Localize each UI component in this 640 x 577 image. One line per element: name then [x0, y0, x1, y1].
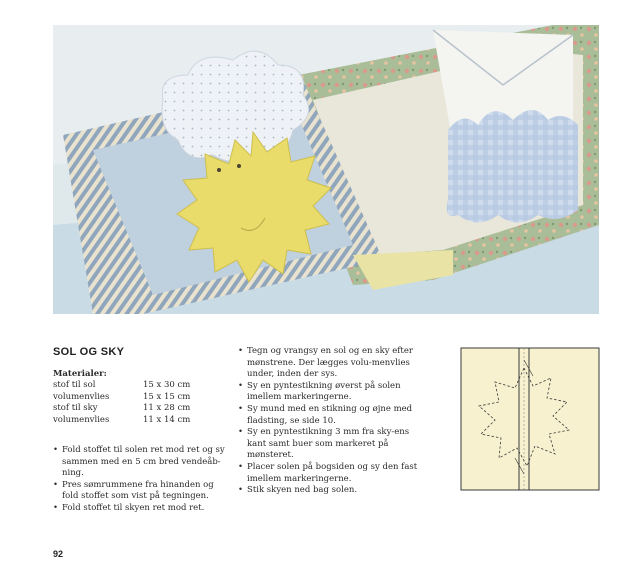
craft-photo — [53, 25, 599, 314]
pattern-illustration — [459, 346, 601, 492]
instruction-step: • Sy en pyntestikning 3 mm fra sky-ens kant samt buer som markeret på mønsteret. — [238, 427, 420, 462]
instruction-step: • Fold stoffet til skyen ret mod ret. — [53, 503, 231, 515]
instruction-step: • Tegn og vrangsy en sol og en sky efter mønstrene. Der lægges volu-menvlies under, inden der sys. — [238, 346, 420, 381]
instructions-column-1 — [53, 445, 231, 515]
instruction-step: • Sy mund med en stikning og øjne med fladsting, se side 10. — [238, 404, 420, 427]
instruction-step: • Fold stoffet til solen ret mod ret og sy sammen med en 5 cm bred vendeåb-ning. — [53, 445, 231, 480]
materials-row — [53, 415, 213, 427]
instruction-step: • Pres sømrummene fra hinanden og fold stoffet som vist på tegningen. — [53, 480, 231, 503]
instruction-step: • Stik skyen ned bag solen. — [238, 485, 420, 497]
material-name: stof til sol — [53, 380, 96, 390]
materials-list — [53, 380, 213, 426]
materials-row — [53, 392, 213, 404]
material-size: 15 x 15 cm — [143, 391, 191, 402]
instructions-column-2 — [238, 346, 420, 497]
material-name: stof til sky — [53, 403, 98, 414]
material-size: 11 x 28 cm — [143, 403, 191, 414]
material-size: 15 x 30 cm — [143, 380, 191, 390]
instruction-step: • Placer solen på bogsiden og sy den fast imellem markeringerne. — [238, 462, 420, 485]
materials-row — [53, 403, 213, 415]
material-name: volumenvlies — [53, 391, 110, 402]
instruction-step: • Sy en pyntestikning øverst på solen imellem markeringerne. — [238, 381, 420, 404]
material-name: volumenvlies — [53, 414, 110, 425]
section-heading: SOL OG SKY — [53, 346, 125, 358]
materials-row — [53, 380, 213, 392]
material-size: 11 x 14 cm — [143, 414, 191, 425]
materials-title: Materialer: — [53, 369, 107, 379]
page-number: 92 — [53, 549, 64, 559]
